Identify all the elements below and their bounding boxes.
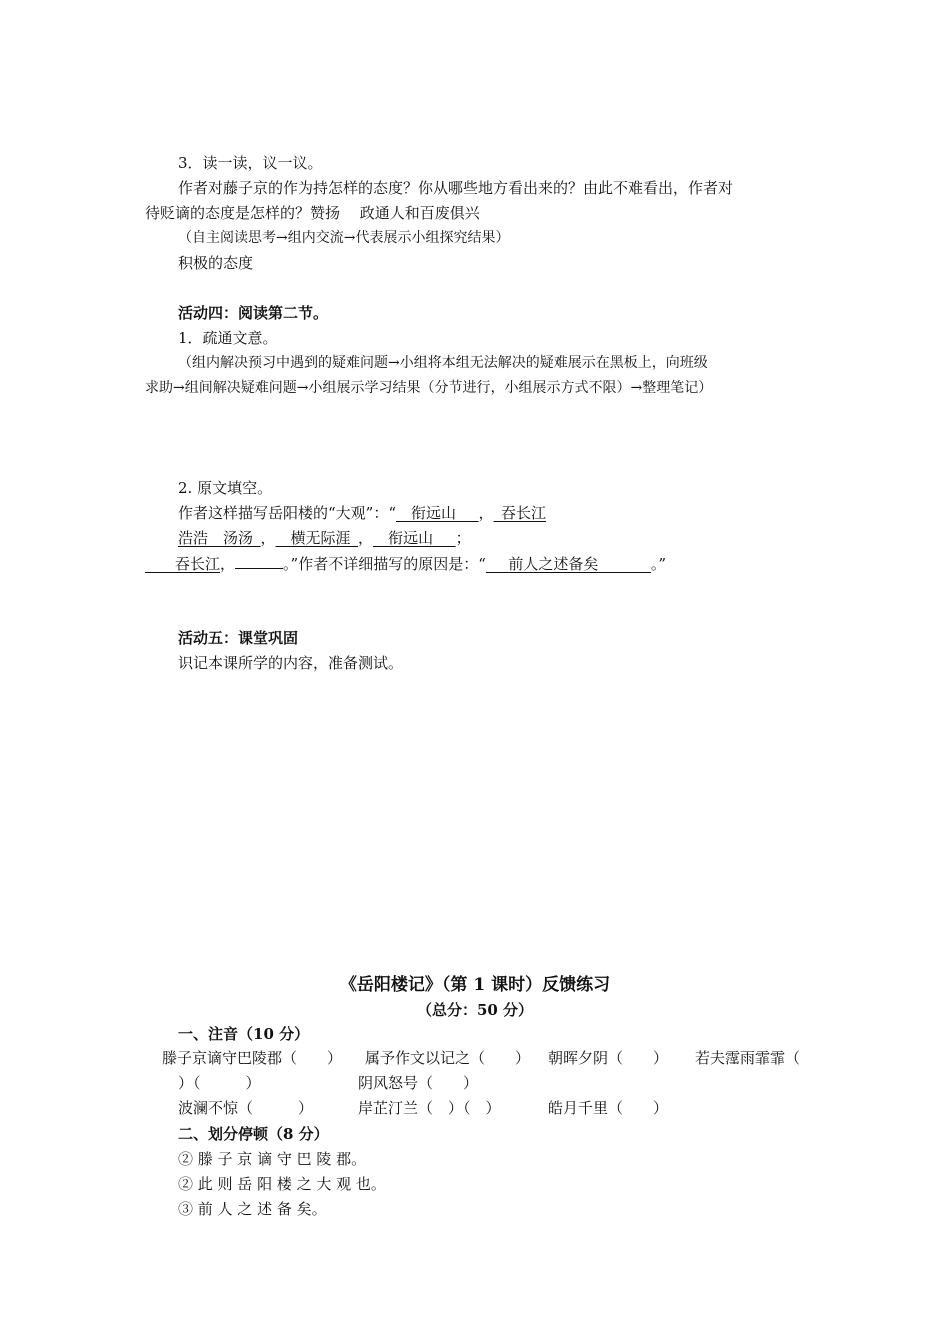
q3: 朝晖夕阴（ ） bbox=[548, 1049, 669, 1067]
exercise-subtitle: （总分：50 分） bbox=[416, 1001, 534, 1019]
pause-sentence-2: ② 此 则 岳 阳 楼 之 大 观 也。 bbox=[178, 1175, 386, 1193]
q7: 岸芷汀兰（ ）（ ） bbox=[358, 1099, 501, 1117]
fill-sep-4: ， bbox=[358, 529, 374, 547]
q4-continued: ）（ ） bbox=[178, 1074, 261, 1092]
pause-sentence-3: ③ 前 人 之 述 备 矣。 bbox=[178, 1200, 327, 1218]
fill-line-3 bbox=[145, 553, 666, 574]
activity4-process-line1: （组内解决预习中遇到的疑难问题→小组将本组无法解决的疑难展示在黑板上，向班级 bbox=[178, 355, 708, 371]
fill-line-1 bbox=[178, 503, 546, 523]
fill-answer-3: 浩浩 汤汤 bbox=[178, 529, 254, 547]
q8: 皓月千里（ ） bbox=[548, 1099, 669, 1117]
fill-sep-6: ， bbox=[220, 555, 236, 573]
section3-question-line1: 作者对藤子京的作为持怎样的态度？你从哪些地方看出来的？由此不难看出，作者对 bbox=[178, 179, 734, 197]
fill-answer-4: 横无际涯 bbox=[290, 529, 351, 547]
activity5-text: 识记本课所学的内容，准备测试。 bbox=[178, 654, 404, 672]
exercise-title: 《岳阳楼记》（第 1 课时）反馈练习 bbox=[339, 975, 611, 995]
fill-answer-5: 衔远山 bbox=[388, 529, 434, 547]
part2-heading: 二、划分停顿（8 分） bbox=[178, 1125, 329, 1143]
fill-blank bbox=[235, 553, 283, 569]
fill-prefix: 作者这样描写岳阳楼的“大观”：“ bbox=[178, 504, 397, 522]
section3-heading: 3．读一读，议一议。 bbox=[178, 154, 323, 172]
fill-answer-6: 吞长江 bbox=[175, 555, 221, 573]
fill-answer-1: 衔远山 bbox=[411, 504, 457, 522]
pause-sentence-1: ② 滕 子 京 谪 守 巴 陵 郡。 bbox=[178, 1150, 367, 1168]
q1: 滕子京谪守巴陵郡（ ） bbox=[162, 1049, 343, 1067]
activity5-heading: 活动五：课堂巩固 bbox=[178, 629, 299, 647]
fill-sep-5: ； bbox=[455, 529, 471, 547]
q5: 阴风怒号（ ） bbox=[358, 1074, 479, 1092]
activity4-process-line2: 求助→组间解决疑难问题→小组展示学习结果（分节进行，小组展示方式不限）→整理笔记） bbox=[145, 380, 713, 396]
fill-close: 。” bbox=[650, 555, 667, 573]
fill-answer-2: 吞长江 bbox=[501, 504, 547, 522]
fill-sep-3: ， bbox=[260, 529, 276, 547]
q2: 属予作文以记之（ ） bbox=[365, 1049, 531, 1067]
activity4-item2: 2. 原文填空。 bbox=[178, 479, 273, 497]
activity4-item1: 1．疏通文意。 bbox=[178, 329, 278, 347]
fill-sep-1: ， bbox=[478, 504, 494, 522]
fill-answer-7: 前人之述备矣 bbox=[508, 555, 599, 573]
part1-heading: 一、注音（10 分） bbox=[178, 1025, 310, 1043]
q6: 波澜不惊（ ） bbox=[178, 1099, 314, 1117]
section3-process: （自主阅读思考→组内交流→代表展示小组探究结果） bbox=[178, 230, 510, 246]
section3-answer: 积极的态度 bbox=[178, 254, 254, 272]
activity4-heading: 活动四：阅读第二节。 bbox=[178, 304, 329, 322]
fill-end: 。”作者不详细描写的原因是：“ bbox=[283, 555, 486, 573]
section3-question-line2: 待贬谪的态度是怎样的？赞扬 政通人和百废俱兴 bbox=[145, 204, 480, 222]
fill-line-2 bbox=[178, 528, 471, 548]
q4: 若夫霪雨霏霏（ bbox=[695, 1049, 801, 1067]
